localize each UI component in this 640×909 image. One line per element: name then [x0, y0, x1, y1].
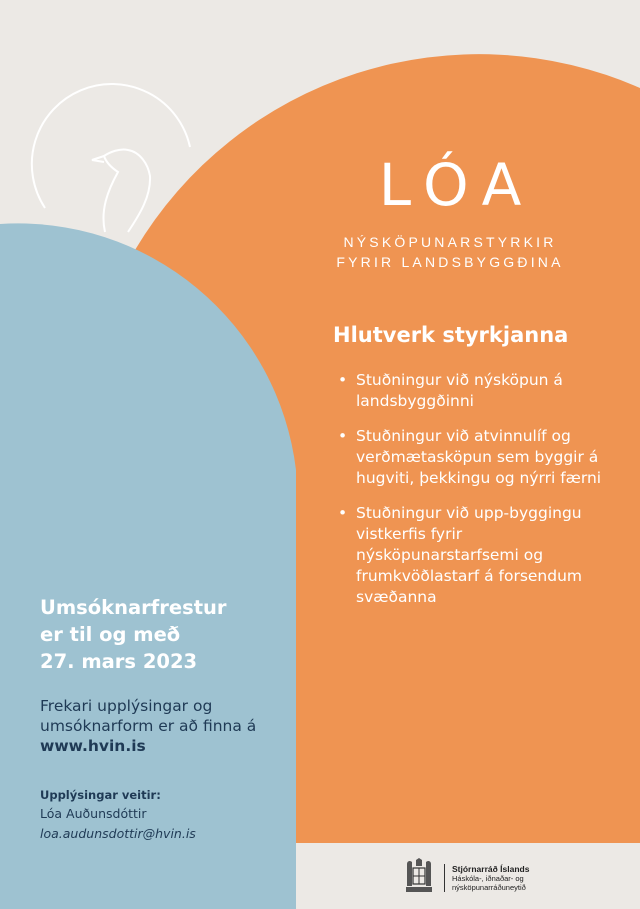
logo-wordmark: LÓA: [378, 151, 536, 219]
roles-title: Hlutverk styrkjanna: [333, 323, 569, 347]
logo-subtitle-line2: FYRIR LANDSBYGGÐINA: [336, 254, 564, 270]
deadline-line1: Umsóknarfrestur: [40, 596, 227, 619]
loa-logo: [330, 150, 570, 272]
divider: [444, 864, 445, 892]
deadline-date: 27. mars 2023: [40, 650, 198, 673]
ministry-name: [452, 864, 529, 892]
ministry-line1: Stjórnarráð Íslands: [452, 864, 530, 874]
info-text: [40, 696, 290, 756]
deadline-line2: er til og með: [40, 623, 181, 646]
contact-email[interactable]: loa.audunsdottir@hvin.is: [40, 826, 196, 841]
list-item: • Stuðningur við upp-byggingu vistkerfis fyrir nýsköpunarstarfsemi og frumkvöðlastarf á forsendum svæðanna: [338, 503, 608, 608]
info-sentence: Frekari upplýsingar og umsóknarform er að finna á: [40, 697, 257, 735]
list-item: • Stuðningur við nýsköpun á landsbyggðinni: [338, 370, 608, 412]
ministry-line2: Háskóla-, iðnaðar- og: [452, 874, 524, 883]
list-item: • Stuðningur við atvinnulíf og verðmætasköpun sem byggir á hugviti, þekkingu og nýrri færni: [338, 426, 608, 489]
website-link[interactable]: www.hvin.is: [40, 737, 146, 755]
roles-list: [338, 370, 608, 622]
contact-name: Lóa Auðunsdóttir: [40, 806, 147, 821]
contact-label: Upplýsingar veitir:: [40, 788, 161, 802]
deadline-heading: [40, 594, 227, 675]
logo-subtitle-line1: NÝSKÖPUNARSTYRKIR: [343, 234, 557, 250]
coat-of-arms-icon: [404, 858, 434, 896]
ministry-line3: nýsköpunarráðuneytið: [452, 883, 526, 892]
ministry-logo: [404, 858, 584, 898]
contact-block: [40, 786, 196, 845]
logo-subtitle: [330, 232, 570, 272]
